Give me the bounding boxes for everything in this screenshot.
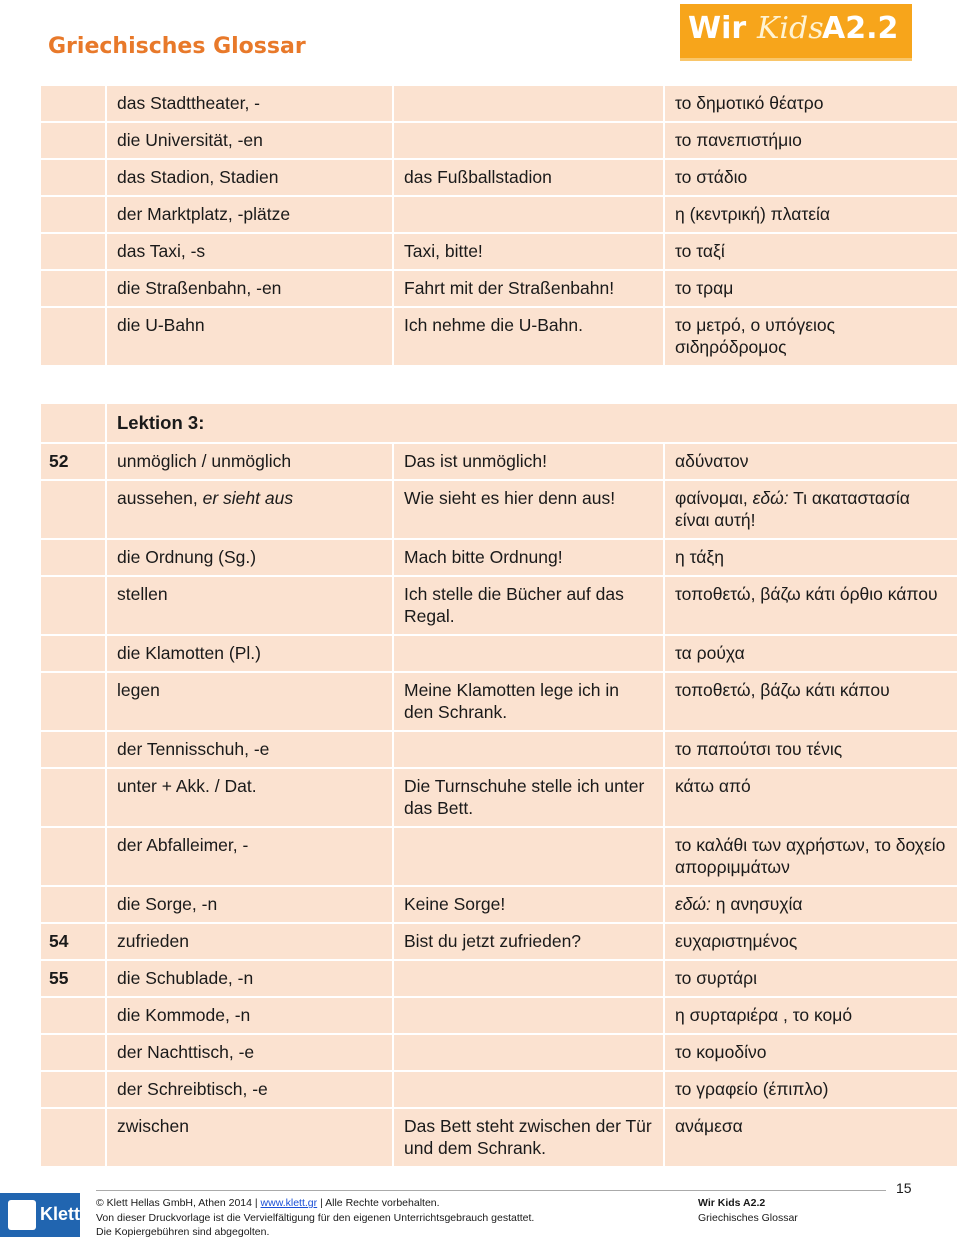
greek-translation: το καλάθι των αχρήστων, το δοχείο απορριμμάτων xyxy=(675,835,946,877)
cell-german-word xyxy=(106,768,393,827)
cell-german-word xyxy=(106,576,393,635)
cell-greek-translation xyxy=(664,480,958,539)
glossary-table-lektion-2 xyxy=(40,85,958,366)
cell-german-word xyxy=(106,672,393,731)
table-row xyxy=(40,539,958,576)
lektion-heading: Lektion 3: xyxy=(106,403,958,443)
cell-german-word xyxy=(106,539,393,576)
german-word: die U-Bahn xyxy=(117,315,205,335)
klett-emblem-icon xyxy=(8,1200,36,1230)
cell-example-sentence: Taxi, bitte! xyxy=(393,233,664,270)
german-word: der Schreibtisch, -e xyxy=(117,1079,268,1099)
footer-book-subtitle: Griechisches Glossar xyxy=(698,1211,798,1224)
greek-translation: η συρταριέρα , το κομό xyxy=(675,1005,853,1025)
german-word: stellen xyxy=(117,584,168,604)
cell-german-word xyxy=(106,85,393,122)
table-row xyxy=(40,731,958,768)
cell-entry-number xyxy=(40,672,106,731)
logo-text-level: A2.2 xyxy=(822,11,899,46)
cell-example-sentence: Mach bitte Ordnung! xyxy=(393,539,664,576)
cell-greek-translation xyxy=(664,233,958,270)
german-word: der Marktplatz, -plätze xyxy=(117,204,291,224)
cell-german-word xyxy=(106,233,393,270)
greek-translation: κάτω από xyxy=(675,776,751,796)
cell-greek-translation xyxy=(664,731,958,768)
cell-example-sentence xyxy=(393,122,664,159)
table-row xyxy=(40,997,958,1034)
german-word: das Taxi, -s xyxy=(117,241,206,261)
german-word-note: er sieht aus xyxy=(202,488,294,508)
cell-german-word xyxy=(106,443,393,480)
greek-translation: το κομοδίνο xyxy=(675,1042,767,1062)
german-word: die Klamotten (Pl.) xyxy=(117,643,261,663)
cell-greek-translation xyxy=(664,85,958,122)
cell-greek-translation xyxy=(664,122,958,159)
german-word: aussehen, xyxy=(117,488,203,508)
cell-entry-number xyxy=(40,997,106,1034)
table-row xyxy=(40,480,958,539)
table-row xyxy=(40,1108,958,1167)
cell-entry-number: 52 xyxy=(40,443,106,480)
cell-german-word xyxy=(106,827,393,886)
german-word: unter + Akk. / Dat. xyxy=(117,776,257,796)
german-word: die Universität, -en xyxy=(117,130,263,150)
cell-entry-number xyxy=(40,480,106,539)
footer-book-title: Wir Kids A2.2 xyxy=(698,1197,766,1209)
greek-translation: τοποθετώ, βάζω κάτι όρθιο κάπου xyxy=(675,584,938,604)
logo-text-kids: Kids xyxy=(757,11,824,46)
table-row xyxy=(40,672,958,731)
german-word: das Stadttheater, - xyxy=(117,93,261,113)
cell-example-sentence: Das Bett steht zwischen der Tür und dem Schrank. xyxy=(393,1108,664,1167)
cell-example-sentence xyxy=(393,997,664,1034)
table-row xyxy=(40,827,958,886)
table-row xyxy=(40,270,958,307)
german-word: die Schublade, -n xyxy=(117,968,254,988)
greek-translation-note: εδώ: xyxy=(675,894,711,914)
cell-entry-number xyxy=(40,827,106,886)
greek-translation: φαίνομαι, xyxy=(675,488,753,508)
cell-greek-translation xyxy=(664,672,958,731)
cell-entry-number xyxy=(40,1034,106,1071)
cell-greek-translation xyxy=(664,270,958,307)
greek-translation: ευχαριστημένος xyxy=(675,931,798,951)
copyright-prefix: © Klett Hellas GmbH, Athen 2014 | xyxy=(96,1197,261,1209)
cell-greek-translation xyxy=(664,827,958,886)
greek-translation-rest: η ανησυχία xyxy=(710,894,803,914)
greek-translation: ανάμεσα xyxy=(675,1116,743,1136)
cell-example-sentence xyxy=(393,1034,664,1071)
cell-german-word xyxy=(106,997,393,1034)
cell-greek-translation xyxy=(664,960,958,997)
logo-text-wir: Wir xyxy=(688,11,747,46)
cell-example-sentence xyxy=(393,960,664,997)
cell-german-word xyxy=(106,307,393,366)
table-row xyxy=(40,233,958,270)
table-row xyxy=(40,307,958,366)
cell-example-sentence xyxy=(393,827,664,886)
cell-example-sentence: Keine Sorge! xyxy=(393,886,664,923)
cell-entry-number xyxy=(40,1071,106,1108)
cell-greek-translation xyxy=(664,196,958,233)
klett-logo xyxy=(0,1193,80,1237)
greek-translation-note: εδώ: xyxy=(752,488,789,508)
cell-example-sentence: Wie sieht es hier denn aus! xyxy=(393,480,664,539)
greek-translation: το πανεπιστήμιο xyxy=(675,130,802,150)
cell-greek-translation xyxy=(664,768,958,827)
cell-entry-number: 55 xyxy=(40,960,106,997)
german-word: die Kommode, -n xyxy=(117,1005,251,1025)
greek-translation: το μετρό, ο υπόγειος σιδηρόδρομος xyxy=(675,315,836,357)
greek-translation: το στάδιο xyxy=(675,167,748,187)
greek-translation: η τάξη xyxy=(675,547,724,567)
cell-entry-number xyxy=(40,731,106,768)
german-word: der Tennisschuh, -e xyxy=(117,739,270,759)
german-word: der Abfalleimer, - xyxy=(117,835,249,855)
table-row xyxy=(40,923,958,960)
cell-example-sentence xyxy=(393,196,664,233)
footer-divider xyxy=(96,1190,886,1191)
cell-example-sentence: Ich nehme die U-Bahn. xyxy=(393,307,664,366)
footer-permission-text: Von dieser Druckvorlage ist die Vervielfältigung für den eigenen Unterrichtsgebrauch gestattet. xyxy=(96,1211,535,1224)
greek-translation: τοποθετώ, βάζω κάτι κάπου xyxy=(675,680,890,700)
cell-german-word xyxy=(106,960,393,997)
cell-example-sentence xyxy=(393,635,664,672)
german-word: der Nachttisch, -e xyxy=(117,1042,255,1062)
glossary-table-lektion-3 xyxy=(40,403,958,1167)
table-row xyxy=(40,85,958,122)
cell-german-word xyxy=(106,635,393,672)
table-row xyxy=(40,635,958,672)
greek-translation-rest: Τι ακαταστασία είναι αυτή! xyxy=(675,488,910,530)
cell-entry-number xyxy=(40,270,106,307)
greek-translation: το δημοτικό θέατρο xyxy=(675,93,824,113)
cell-german-word xyxy=(106,1071,393,1108)
german-word: zwischen xyxy=(117,1116,189,1136)
german-word: zufrieden xyxy=(117,931,189,951)
cell-entry-number xyxy=(40,768,106,827)
cell-greek-translation xyxy=(664,923,958,960)
cell-example-sentence xyxy=(393,85,664,122)
german-word: legen xyxy=(117,680,160,700)
klett-logo-text: Klett xyxy=(40,1204,80,1224)
table-row xyxy=(40,1034,958,1071)
cell-greek-translation xyxy=(664,1071,958,1108)
page-number: 15 xyxy=(896,1180,912,1196)
cell-entry-number xyxy=(40,1108,106,1167)
cell-example-sentence: Meine Klamotten lege ich in den Schrank. xyxy=(393,672,664,731)
cell-entry-number xyxy=(40,307,106,366)
cell-german-word xyxy=(106,1108,393,1167)
greek-translation: τα ρούχα xyxy=(675,643,745,663)
cell-entry-number xyxy=(40,85,106,122)
cell-german-word xyxy=(106,1034,393,1071)
german-word: die Straßenbahn, -en xyxy=(117,278,282,298)
cell-entry-number: 54 xyxy=(40,923,106,960)
copyright-suffix: | Alle Rechte vorbehalten. xyxy=(317,1197,440,1209)
cell-german-word xyxy=(106,923,393,960)
cell-greek-translation xyxy=(664,576,958,635)
cell-example-sentence: Das ist unmöglich! xyxy=(393,443,664,480)
footer-book-info xyxy=(698,1196,798,1225)
cell-entry-number xyxy=(40,159,106,196)
cell-greek-translation xyxy=(664,997,958,1034)
klett-website-link[interactable]: www.klett.gr xyxy=(260,1197,318,1209)
greek-translation: το τραμ xyxy=(675,278,734,298)
table-row xyxy=(40,768,958,827)
greek-translation: το ταξί xyxy=(675,241,725,261)
table-row xyxy=(40,159,958,196)
cell-entry-number xyxy=(40,196,106,233)
greek-translation: το συρτάρι xyxy=(675,968,757,988)
cell-entry-number xyxy=(40,635,106,672)
cell-greek-translation xyxy=(664,159,958,196)
german-word: die Ordnung (Sg.) xyxy=(117,547,257,567)
cell-german-word xyxy=(106,196,393,233)
footer-copyright xyxy=(96,1196,534,1240)
cell-entry-number xyxy=(40,122,106,159)
cell-greek-translation xyxy=(664,886,958,923)
table-row xyxy=(40,196,958,233)
table-row xyxy=(40,576,958,635)
cell-example-sentence: das Fußballstadion xyxy=(393,159,664,196)
cell-example-sentence: Fahrt mit der Straßenbahn! xyxy=(393,270,664,307)
cell-example-sentence xyxy=(393,1071,664,1108)
table-row xyxy=(40,960,958,997)
cell-greek-translation xyxy=(664,1108,958,1167)
cell-greek-translation xyxy=(664,1034,958,1071)
cell-greek-translation xyxy=(664,307,958,366)
table-row xyxy=(40,1071,958,1108)
german-word: die Sorge, -n xyxy=(117,894,218,914)
cell-example-sentence: Ich stelle die Bücher auf das Regal. xyxy=(393,576,664,635)
cell-example-sentence: Die Turnschuhe stelle ich unter das Bett. xyxy=(393,768,664,827)
table-row xyxy=(40,886,958,923)
cell-entry-number xyxy=(40,576,106,635)
cell-german-word xyxy=(106,159,393,196)
german-word: das Stadion, Stadien xyxy=(117,167,279,187)
cell-greek-translation xyxy=(664,539,958,576)
page-title: Griechisches Glossar xyxy=(48,34,306,59)
table-row xyxy=(40,122,958,159)
cell-entry-number xyxy=(40,886,106,923)
cell-german-word xyxy=(106,122,393,159)
greek-translation: το γραφείο (έπιπλο) xyxy=(675,1079,829,1099)
footer-fees-text: Die Kopiergebühren sind abgegolten. xyxy=(96,1226,270,1238)
cell-entry-number xyxy=(40,233,106,270)
wir-kids-logo xyxy=(680,4,912,61)
cell-entry-number xyxy=(40,539,106,576)
german-word: unmöglich / unmöglich xyxy=(117,451,292,471)
cell-greek-translation xyxy=(664,443,958,480)
cell-num xyxy=(40,403,106,443)
table-row xyxy=(40,443,958,480)
lektion-heading-row xyxy=(40,403,958,443)
greek-translation: αδύνατον xyxy=(675,451,749,471)
cell-greek-translation xyxy=(664,635,958,672)
cell-example-sentence xyxy=(393,731,664,768)
cell-example-sentence: Bist du jetzt zufrieden? xyxy=(393,923,664,960)
greek-translation: το παπούτσι του τένις xyxy=(675,739,843,759)
cell-german-word xyxy=(106,480,393,539)
cell-german-word xyxy=(106,886,393,923)
greek-translation: η (κεντρική) πλατεία xyxy=(675,204,831,224)
cell-german-word xyxy=(106,731,393,768)
cell-german-word xyxy=(106,270,393,307)
